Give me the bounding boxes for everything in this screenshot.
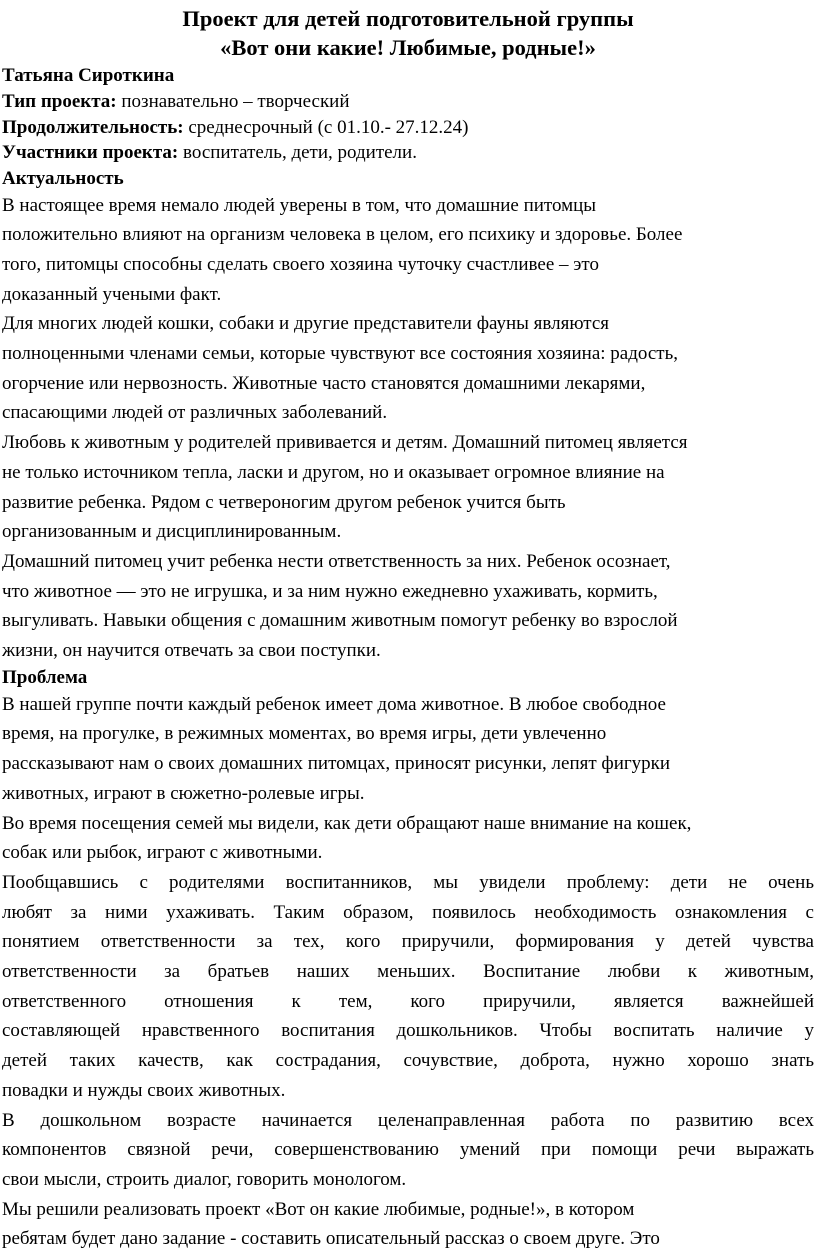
project-duration <box>2 115 814 141</box>
paragraph-line: Домашний питомец учит ребенка нести ответственность за них. Ребенок осознает, <box>2 550 671 572</box>
paragraph-line: понятием ответственности за тех, кого приручили, формирования у детей чувства <box>2 931 814 953</box>
paragraph-line: свои мысли, строить диалог, говорить монологом. <box>2 1169 407 1190</box>
problem-paragraph-5 <box>2 1195 814 1254</box>
author-name: Татьяна Сироткина <box>2 65 175 86</box>
project-duration-value: среднесрочный (с 01.10.- 27.12.24) <box>183 116 469 138</box>
paragraph-line: детей таких качеств, как сострадания, сочувствие, доброта, нужно хорошо знать <box>2 1050 814 1072</box>
paragraph-line: того, питомцы способны сделать своего хозяина чуточку счастливее – это <box>2 253 599 275</box>
project-type-label: Тип проекта: <box>2 91 117 112</box>
paragraph-line: огорчение или нервозность. Животные часто становятся домашними лекарями, <box>2 372 646 394</box>
title-line-2: «Вот они какие! Любимые, родные!» <box>220 35 596 60</box>
relevance-paragraph-1 <box>2 191 814 310</box>
relevance-paragraph-3 <box>2 428 814 547</box>
paragraph-line: любят за ними ухаживать. Таким образом, появилось необходимость ознакомления с <box>2 901 814 923</box>
paragraph-line: ребятам будет дано задание - составить описательный рассказ о своем друге. Это <box>2 1228 660 1250</box>
paragraph-line: Во время посещения семей мы видели, как дети обращают наше внимание на кошек, <box>2 812 692 834</box>
project-participants-label: Участники проекта: <box>2 142 179 163</box>
problem-heading: Проблема <box>2 666 88 688</box>
paragraph-line: В настоящее время немало людей уверены в том, что домашние питомцы <box>2 194 597 216</box>
problem-paragraph-2 <box>2 809 814 868</box>
paragraph-line: доказанный учеными факт. <box>2 283 222 305</box>
project-type-value: познавательно – творческий <box>116 91 350 112</box>
problem-paragraph-4 <box>2 1106 814 1195</box>
paragraph-line: не только источником тепла, ласки и другом, но и оказывает огромное влияние на <box>2 461 665 483</box>
paragraph-line: В нашей группе почти каждый ребенок имеет дома животное. В любое свободное <box>2 693 666 715</box>
paragraph-line: компонентов связной речи, совершенствованию умений при помощи речи выражать <box>2 1139 814 1161</box>
paragraph-line: ответственного отношения к тем, кого приручили, является важнейшей <box>2 990 814 1012</box>
paragraph-line: Любовь к животным у родителей прививается и детям. Домашний питомец является <box>2 432 688 454</box>
paragraph-line: спасающими людей от различных заболеваний. <box>2 402 388 424</box>
relevance-heading: Актуальность <box>2 167 124 189</box>
paragraph-line: время, на прогулке, в режимных моментах, во время игры, дети увлеченно <box>2 723 607 745</box>
paragraph-line: собак или рыбок, играют с животными. <box>2 842 323 864</box>
paragraph-line: Для многих людей кошки, собаки и другие представители фауны являются <box>2 313 610 335</box>
paragraph-line: В дошкольном возрасте начинается целенаправленная работа по развитию всех <box>2 1109 814 1131</box>
relevance-paragraph-2 <box>2 309 814 428</box>
problem-paragraph-1 <box>2 690 814 809</box>
paragraph-line: полноценными членами семьи, которые чувствуют все состояния хозяина: радость, <box>2 343 679 365</box>
problem-paragraph-3 <box>2 868 814 1106</box>
paragraph-line: рассказывают нам о своих домашних питомцах, приносят рисунки, лепят фигурки <box>2 753 671 775</box>
title-line-1: Проект для детей подготовительной группы <box>182 6 634 31</box>
relevance-paragraph-4 <box>2 547 814 666</box>
paragraph-line: Мы решили реализовать проект «Вот он какие любимые, родные!», в котором <box>2 1198 635 1220</box>
paragraph-line: жизни, он научится отвечать за свои поступки. <box>2 640 381 662</box>
paragraph-line: что животное — это не игрушка, и за ним нужно ежедневно ухаживать, кормить, <box>2 580 658 602</box>
paragraph-line: повадки и нужды своих животных. <box>2 1079 286 1101</box>
project-participants-value: воспитатель, дети, родители. <box>178 142 417 163</box>
project-participants <box>2 140 814 166</box>
paragraph-line: ответственности за братьев наших меньших. Воспитание любви к животным, <box>2 961 814 983</box>
paragraph-line: развитие ребенка. Рядом с четвероногим другом ребенок учится быть <box>2 491 566 513</box>
document-title <box>2 0 814 62</box>
paragraph-line: составляющей нравственного воспитания дошкольников. Чтобы воспитать наличие у <box>2 1020 814 1042</box>
project-duration-label: Продолжительность: <box>2 116 184 138</box>
paragraph-line: организованным и дисциплинированным. <box>2 521 342 543</box>
paragraph-line: животных, играют в сюжетно-ролевые игры. <box>2 782 365 804</box>
paragraph-line: Пообщавшись с родителями воспитанников, мы увидели проблему: дети не очень <box>2 871 814 893</box>
project-type <box>2 89 814 115</box>
paragraph-line: выгуливать. Навыки общения с домашним животным помогут ребенку во взрослой <box>2 610 678 632</box>
paragraph-line: положительно влияют на организм человека в целом, его психику и здоровье. Более <box>2 224 683 246</box>
